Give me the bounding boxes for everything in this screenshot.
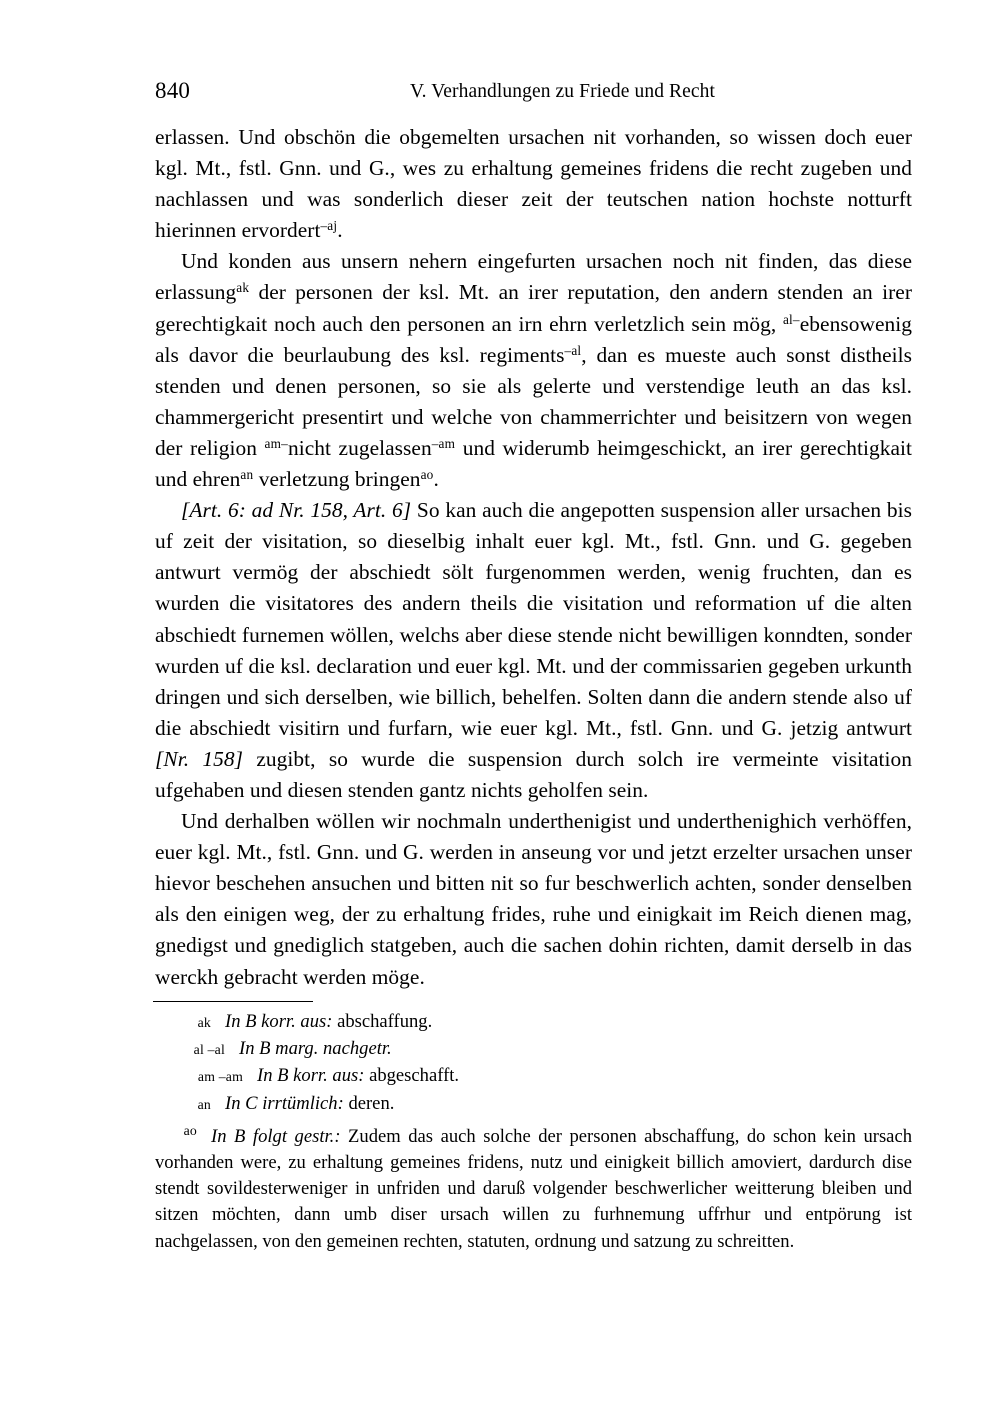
editorial-italic: In B korr. aus: bbox=[225, 1011, 333, 1032]
running-head bbox=[155, 76, 910, 106]
text-run: und widerumb heimgeschickt, an irer gerechtigkait und ehren bbox=[155, 435, 912, 492]
fn-an bbox=[155, 1091, 912, 1118]
para-erlassen bbox=[155, 122, 912, 246]
editorial-italic: [Nr. 158] bbox=[155, 746, 244, 771]
text-run: Und konden aus unsern nehern eingefurten ursachen noch nit finden, das diese erlassung bbox=[155, 249, 912, 305]
para-und-derhalben bbox=[155, 806, 912, 993]
editorial-italic: In B korr. aus: bbox=[257, 1065, 365, 1087]
page-number: 840 bbox=[155, 78, 191, 103]
footnote-marker: an bbox=[197, 1096, 211, 1112]
text-run: deren. bbox=[343, 1092, 395, 1114]
text-run: zugibt, so wurde die suspension durch solch ire vermeinte visitation ufgehaben und diesen stenden gantz nichts geholfen sein. bbox=[155, 746, 912, 802]
footnote-siglum: –am bbox=[431, 436, 456, 452]
para-und-konden bbox=[155, 246, 912, 495]
text-run: der personen der ksl. Mt. an irer reputation, den andern stenden an irer gerechtigkait noch auch den personen an irn ehrn verletzlich sein mög, bbox=[155, 280, 912, 336]
text-run: , dan es mueste auch sonst distheils stenden und denen personen, so sie als gelerte und verstendige leuth an das ksl. chammergericht presentirt und welche von chammerrichter und beisitzern von wegen der religion bbox=[155, 342, 912, 460]
editorial-italic: [Art. 6: ad Nr. 158, Art. 6] bbox=[181, 498, 412, 523]
footnote-text bbox=[239, 1036, 392, 1062]
fn-ak bbox=[155, 1009, 912, 1036]
editorial-italic: In B folgt gestr.: bbox=[211, 1125, 341, 1147]
footnote-text bbox=[155, 1126, 912, 1252]
text-run: . bbox=[337, 218, 343, 243]
footnote-siglum: –al bbox=[564, 342, 582, 358]
editorial-italic: In C irrtümlich: bbox=[225, 1092, 344, 1114]
footnote-siglum: an bbox=[240, 467, 254, 483]
body-text-block bbox=[155, 122, 912, 993]
running-title: V. Verhandlungen zu Friede und Recht bbox=[409, 81, 716, 102]
footnote-siglum: –aj bbox=[320, 218, 338, 234]
text-run: ebensowenig als davor die beurlaubung des ksl. regiments bbox=[155, 311, 912, 367]
footnote-siglum: ak bbox=[236, 280, 250, 296]
footnote-siglum: al– bbox=[782, 311, 800, 327]
fn-al bbox=[155, 1036, 912, 1063]
footnote-siglum: am– bbox=[264, 436, 288, 452]
text-run: . bbox=[433, 467, 439, 492]
text-run: abgeschafft. bbox=[364, 1065, 460, 1087]
footnote-text bbox=[257, 1063, 459, 1089]
fn-am bbox=[155, 1063, 912, 1090]
footnote-siglum: ao bbox=[420, 467, 434, 483]
footnote-marker: ak bbox=[197, 1015, 211, 1030]
text-run: Zudem das auch solche der personen abschaffung, do schon kein ursach vorhanden were, zu erhaltung gemeines fridens, nutz und einigkeit billich amoviert, dardurch dise stendt sovildesterweniger in unfriden und daruß volgender beschwerlicher weitterung bleiben und sitzen möchten, dann umb diser ursach willen zu furhnemung uffrhur und entpörung ist nachgelassen, von den gemeinen rechten, statuten, ordnung und satzung zu schreitten. bbox=[155, 1125, 912, 1252]
footnote-apparatus bbox=[155, 1009, 912, 1255]
text-run: Und derhalben wöllen wir nochmaln underthenigist und underthenighich verhöffen, euer kgl. Mt., fstl. Gnn. und G. werden in anseung vor und jetzt erzelter ursachen unser hievor beschehen ansuchen und bitten nit so fur beschwerlich achten, sonder denselben als den einigen weg, der zu erhaltung frides, ruhe und einigkait im Reich dienen mag, gnedigst und gnediglich statgeben, auch die sachen dohin richten, damit derselb in das werckh gebracht werden möge. bbox=[155, 809, 912, 989]
text-run: verletzung bringen bbox=[253, 467, 421, 492]
para-art-6 bbox=[155, 495, 912, 806]
text-run: So kan auch die angepotten suspension aller ursachen bis uf zeit der visitation, so dieselbig inhalt euer kgl. Mt., fstl. Gnn. und G. gegeben antwurt vermög der abschiedt sölt furgenommen werden, wenig fruchten, dan es wurden die visitatores des andern theils die visitation und reformation uf die alten abschiedt furnemen wöllen, welchs aber diese stende nicht bewilligen konndten, sonder wurden uf die ksl. declaration und euer kgl. Mt. und der commissarien gegeben urkunth dringen und sich derselben, wie billich, behelfen. Solten dann die andern stende also uf die abschiedt visitirn und furfarn, wie euer kgl. Mt., fstl. Gnn. und G. jetzig antwurt bbox=[155, 498, 912, 740]
footnote-marker: am –am bbox=[197, 1069, 243, 1085]
editorial-italic: In B marg. nachgetr. bbox=[239, 1038, 392, 1060]
footnote-text bbox=[225, 1091, 394, 1117]
footnote-marker: al –al bbox=[193, 1042, 225, 1058]
text-run: abschaffung. bbox=[332, 1011, 433, 1032]
footnote-text bbox=[225, 1009, 432, 1035]
text-run: nicht zugelassen bbox=[287, 435, 432, 460]
footnote-marker: ao bbox=[183, 1122, 197, 1138]
fn-ao bbox=[155, 1118, 912, 1255]
text-run: erlassen. Und obschön die obgemelten ursachen nit vorhanden, so wissen doch euer kgl. Mt., fstl. Gnn. und G., wes zu erhaltung gemeines fridens die recht zugeben und nachlassen und was sonderlich dieser zeit der teutschen nation hochste notturft hierinnen ervordert bbox=[155, 125, 912, 243]
footnote-separator-rule bbox=[153, 1001, 313, 1002]
